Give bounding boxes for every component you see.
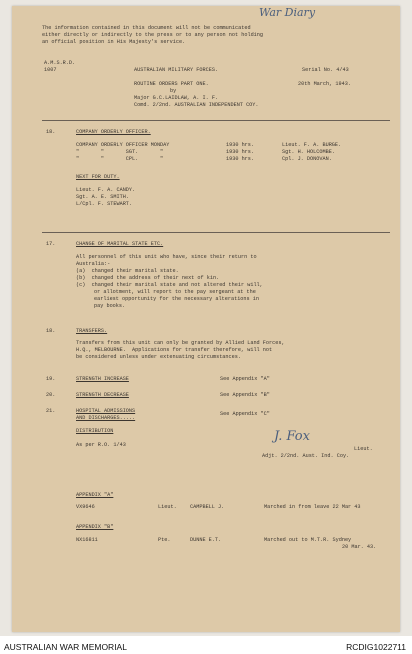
appendix-reference: See Appendix "A" xyxy=(220,376,270,382)
security-line-1: The information contained in this document will not be communicated xyxy=(42,25,251,31)
member-rank: Pte. xyxy=(158,537,171,543)
item-heading: CHANGE OF MARITAL STATE ETC. xyxy=(76,241,164,247)
item-heading-continued: AND DISCHARGES..... xyxy=(76,415,136,421)
duty-time: 1930 hrs. xyxy=(226,149,255,155)
item-text: earliest opportunity for the necessary alterations in xyxy=(94,296,259,302)
item-text: or allotment, will report to the pay sergeant at the xyxy=(94,289,256,295)
next-for-duty-name: Lieut. F. A. CANDY. xyxy=(76,187,136,193)
member-action: Marched in from leave 22 Mar 43 xyxy=(264,504,361,510)
member-name: DUNNE E.T. xyxy=(190,537,222,543)
appendix-reference: See Appendix "B" xyxy=(220,392,270,398)
member-action: Marched out to M.T.R. Sydney xyxy=(264,537,352,543)
archive-footer xyxy=(0,640,412,654)
item-text: Transfers from this unit can only be granted by Allied Land Forces, xyxy=(76,340,285,346)
item-text: be considered unless under extenuating circumstances. xyxy=(76,354,241,360)
issuing-officer: Major G.C.LAIDLAW, A. I. F. xyxy=(134,95,219,101)
item-text: H.Q., MELBOURNE. Applications for transfer therefore, will not xyxy=(76,347,273,353)
appendix-a-heading: APPENDIX "A" xyxy=(76,492,114,498)
footer-record-id: RCDIG1022711 xyxy=(346,642,406,652)
item-heading: COMPANY ORDERLY OFFICER. xyxy=(76,129,151,135)
item-text: Australia:- xyxy=(76,261,111,267)
item-heading: HOSPITAL ADMISSIONS xyxy=(76,408,136,414)
orders-by: by xyxy=(170,88,177,94)
next-for-duty-heading: NEXT FOR DUTY. xyxy=(76,174,120,180)
duty-role: COMPANY ORDERLY OFFICER MONDAY xyxy=(76,142,170,148)
item-number: 19. xyxy=(46,376,56,382)
document-page xyxy=(12,6,400,632)
divider-line xyxy=(42,232,390,233)
signature-title: Adjt. 2/2nd. Aust. Ind. Coy. xyxy=(262,453,350,459)
item-list-entry: (c) changed their marital state and not altered their will, xyxy=(76,282,263,288)
left-reference: A.M.S.R.D. xyxy=(44,60,76,66)
member-action-date: 20 Mar. 43. xyxy=(342,544,377,550)
orders-date: 20th March, 1943. xyxy=(298,81,351,87)
footer-archive-name: AUSTRALIAN WAR MEMORIAL xyxy=(4,642,127,652)
item-heading: STRENGTH INCREASE xyxy=(76,376,129,382)
issuing-command: Comd. 2/2nd. AUSTRALIAN INDEPENDENT COY. xyxy=(134,102,259,108)
service-number: VX9646 xyxy=(76,504,95,510)
service-number: NX16811 xyxy=(76,537,98,543)
security-line-2: either directly or indirectly to the press or to any person not holding xyxy=(42,32,264,38)
item-text: pay books. xyxy=(94,303,126,309)
duty-name: Sgt. H. HOLCOMBE. xyxy=(282,149,335,155)
orders-title: ROUTINE ORDERS PART ONE. xyxy=(134,81,209,87)
serial-number: Serial No. 4/43 xyxy=(302,67,349,73)
duty-name: Lieut. F. A. BURGE. xyxy=(282,142,342,148)
appendix-b-heading: APPENDIX "B" xyxy=(76,524,114,530)
item-number: 20. xyxy=(46,392,56,398)
distribution-heading: DISTRIBUTION xyxy=(76,428,114,434)
divider-line xyxy=(42,120,390,121)
item-number: 21. xyxy=(46,408,56,414)
handwritten-signature: J. Fox xyxy=(274,429,310,444)
next-for-duty-name: Sgt. A. E. SMITH. xyxy=(76,194,129,200)
left-reference-2: 1007 xyxy=(44,67,57,73)
duty-role: " " SGT. " xyxy=(76,149,164,155)
handwritten-note: War Diary xyxy=(259,6,316,19)
item-heading: STRENGTH DECREASE xyxy=(76,392,129,398)
item-list-entry: (b) changed the address of their next of kin. xyxy=(76,275,220,281)
security-line-3: an official position in His Majesty's service. xyxy=(42,39,186,45)
member-name: CAMPBELL J. xyxy=(190,504,225,510)
duty-time: 1930 hrs. xyxy=(226,156,255,162)
org-name: AUSTRALIAN MILITARY FORCES. xyxy=(134,67,219,73)
item-number: 18. xyxy=(46,328,56,334)
appendix-reference: See Appendix "C" xyxy=(220,411,270,417)
distribution-text: As per R.O. 1/43 xyxy=(76,442,126,448)
duty-name: Cpl. J. DONOVAN. xyxy=(282,156,332,162)
item-number: 17. xyxy=(46,241,56,247)
item-number: 18. xyxy=(46,129,56,135)
next-for-duty-name: L/Cpl. F. STEWART. xyxy=(76,201,133,207)
item-list-entry: (a) changed their marital state. xyxy=(76,268,179,274)
item-text: All personnel of this unit who have, since their return to xyxy=(76,254,257,260)
item-heading: TRANSFERS. xyxy=(76,328,108,334)
duty-time: 1930 hrs. xyxy=(226,142,255,148)
signature-rank: Lieut. xyxy=(354,446,373,452)
duty-role: " " CPL. " xyxy=(76,156,164,162)
member-rank: Lieut. xyxy=(158,504,177,510)
